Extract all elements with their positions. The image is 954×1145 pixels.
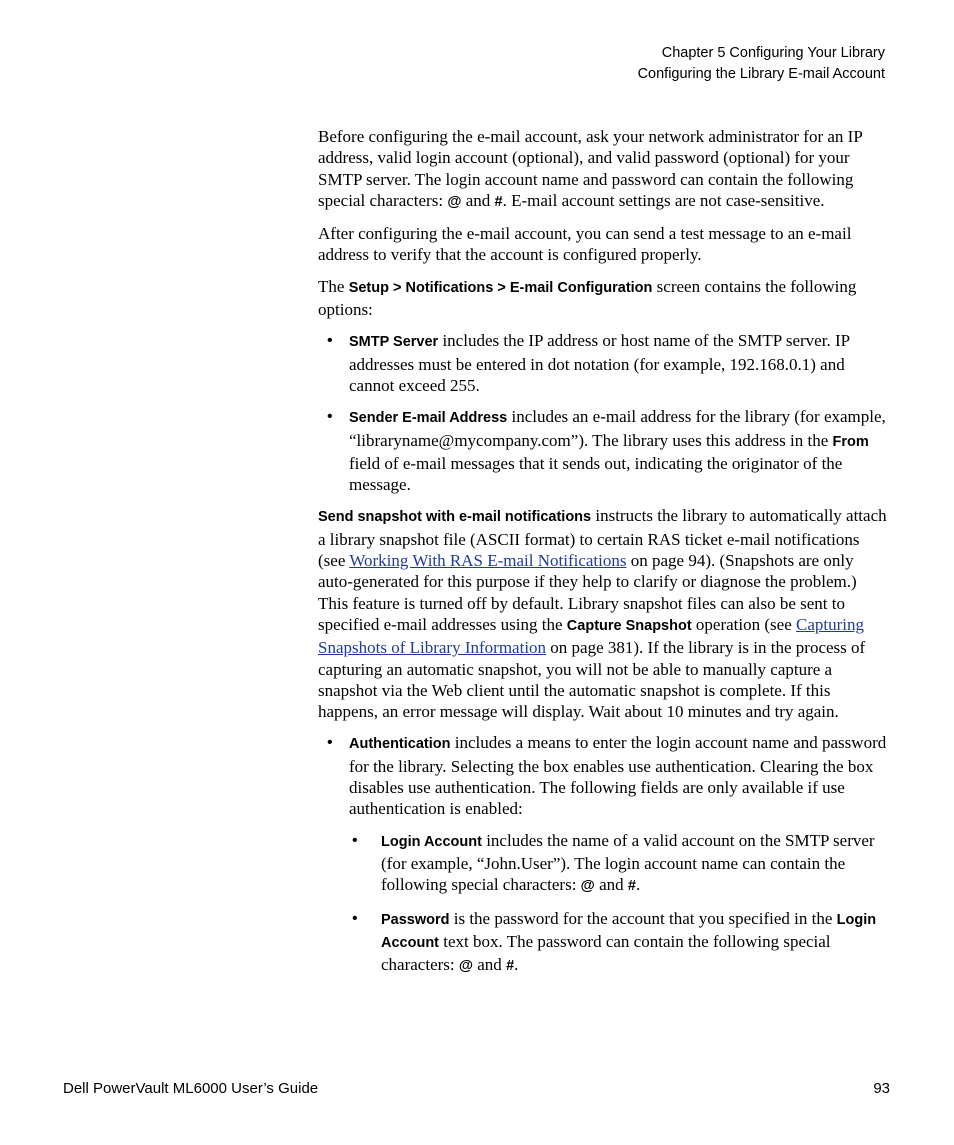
auth-list: [318, 732, 890, 977]
paragraph-options-intro: The Setup > Notifications > E-mail Configuration screen contains the following options:: [318, 276, 857, 320]
term-smtp-server: SMTP Server: [349, 334, 439, 351]
special-char-at: @: [458, 958, 474, 975]
special-char-hash: #: [627, 878, 636, 895]
term-login-account: Login Account: [381, 833, 482, 850]
term-capture-snapshot: Capture Snapshot: [566, 617, 692, 634]
footer-guide-title: Dell PowerVault ML6000 User’s Guide: [63, 1080, 319, 1097]
term-password: Password: [381, 911, 450, 928]
bullet-smtp-server: • SMTP Server includes the IP address or host name of the SMTP server. IP addresses must be entered in dot notation (for example, 192.168.0.1) and cannot exceed 255.: [318, 330, 890, 396]
term-sender-email: Sender E-mail Address: [349, 410, 508, 427]
link-ras-email-notifications[interactable]: Working With RAS E-mail Notifications: [349, 551, 627, 571]
sub-bullet-password: • Password is the password for the account that you specified in the Login Account text box. The password can contain the following special characters: @ and #.: [349, 908, 890, 978]
special-char-hash: #: [494, 193, 503, 210]
ui-path-email-config: Setup > Notifications > E-mail Configuration: [348, 279, 653, 296]
paragraph-send-snapshot: Send snapshot with e-mail notifications instructs the library to automatically attach a library snapshot file (ASCII format) to certain RAS ticket e-mail notifications (see Working With RAS E-mail Notifications on page 94). (Snapshots are only auto-generated for this purpose if they help to clarify or diagnose the problem.) This feature is turned off by default. Library snapshot files can also be sent to specified e-mail addresses using the Capture Snapshot operation (see Capturing Snapshots of Library Information on page 381). If the library is in the process of capturing an automatic snapshot, you will not be able to manually capture a snapshot via the Web client until the automatic snapshot is complete. If this happens, an error message will display. Wait about 10 minutes and try again.: [318, 506, 887, 722]
header-chapter: Chapter 5 Configuring Your Library: [661, 45, 885, 61]
paragraph-test-message: After configuring the e-mail account, you can send a test message to an e-mail address to verify that the account is configured properly.: [318, 224, 852, 265]
link-capturing-snapshots[interactable]: Capturing Snapshots of Library Information: [318, 614, 864, 658]
term-login-account: Login Account: [381, 911, 877, 951]
special-char-at: @: [580, 878, 595, 895]
options-list: [318, 330, 890, 495]
running-footer: [63, 1079, 890, 1099]
sub-bullet-login-account: • Login Account includes the name of a valid account on the SMTP server (for example, “John.User”). The login account name can contain the following special characters: @ and #.: [349, 830, 890, 898]
running-header: [638, 43, 885, 85]
bullet-sender-email: • Sender E-mail Address includes an e-mail address for the library (for example, “libraryname@mycompany.com”). The library uses this address in the From field of e-mail messages that it sends out, indicating the originator of the message.: [318, 406, 890, 495]
term-from: From: [832, 433, 869, 450]
term-send-snapshot: Send snapshot with e-mail notifications: [318, 509, 592, 526]
special-char-at: @: [447, 193, 462, 210]
term-authentication: Authentication: [349, 736, 451, 753]
page-body: [318, 126, 890, 987]
bullet-authentication: • Authentication includes a means to enter the login account name and password for the library. Selecting the box enables use authentication. Clearing the box disables use authentication. The following fields are only available if use authentication is enabled: • Login Account includes the name of a valid account on the SMTP server (for example, “John.User”). The login account name can contain the following special characters: @ and #. • Password is the password for the account that you specified in the Login Account text box. The password can contain the following special characters: @ and #.: [318, 732, 890, 977]
special-char-hash: #: [506, 958, 515, 975]
auth-sub-list: [349, 830, 890, 978]
page-number: 93: [873, 1080, 890, 1097]
header-section: Configuring the Library E-mail Account: [637, 66, 885, 82]
paragraph-intro: Before configuring the e-mail account, ask your network administrator for an IP address, valid login account (optional), and valid password (optional) for your SMTP server. The login account name and password can contain the following special characters: @ and #. E-mail account settings are not case-sensitive.: [318, 127, 863, 210]
